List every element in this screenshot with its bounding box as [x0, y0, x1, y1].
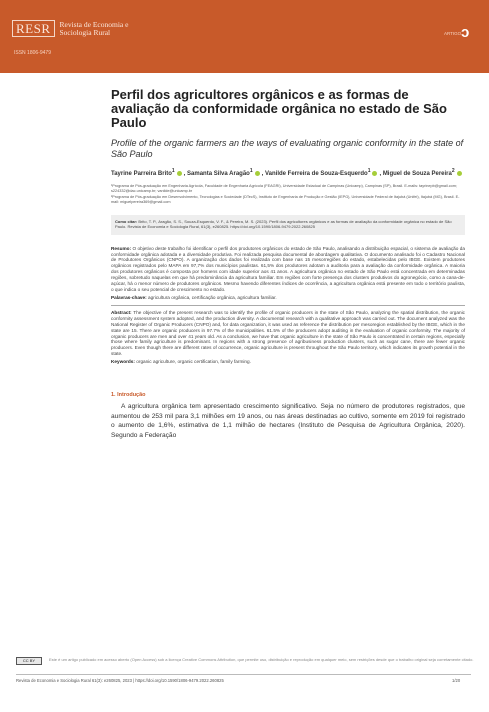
article-front-matter: [111, 84, 465, 440]
footer-divider: [16, 674, 471, 675]
divider: [111, 305, 465, 306]
author-list: Tayrine Parreira Brito$^1$ , Samanta Silva Aragão$^1$ , Vanilde Ferreira de Souza-Esquerdo$^1$ , Miguel de Souza Pereira$^2$: [111, 167, 465, 178]
resumo: [111, 246, 465, 293]
article-title: Perfil dos agricultores orgânicos e as formas de avaliação da conformidade orgânica no estado de São Paulo: [111, 87, 447, 130]
resumo-text: O objetivo deste trabalho foi identificar o perfil dos produtores orgânicos do estado de São Paulo, analisando a distribuição espacial, o sistema de avaliação da conformidade orgânica adotada e a diversidade produtiva. Foi realizada pesquisa documental de abordagem qualitativa. O documento analisado foi o Cadastro Nacional de Produtores Orgânicos (CNPO). A organização dos dados foi realizada com base nas 15 mesorregiões do estado, estabelecidas pelo IBGE. Existem produtores orgânicos registrados pelo MAPA em 97,7% dos municípios paulistas. 61,5% dos produtores adotam a auditoria para a avaliação da conformidade orgânica. A maioria dos produtores orgânicos é composta por homens com idade superior aos 41 anos. A agricultura orgânica no estado de São Paulo está concentrada em determinadas regiões, sobretudo naquelas em que há predominância da agricultura familiar. Em regiões com forte presença dos clusters produtivos do agronegócio, como a cana-de-açúcar, há o menor número de produtores orgânicos. Mesmo havendo diferentes índices de ocorrência, a agricultura orgânica está presente em todo o território paulista, o que indica o seu potencial de crescimento no estado.: [111, 245, 465, 292]
orcid-icon[interactable]: [372, 171, 377, 176]
keywords-text: organic agriculture, organic certification, family farming.: [136, 359, 251, 365]
logo-journal-name: Revista de Economia e Sociologia Rural: [59, 19, 129, 37]
page-number: 1/20: [452, 678, 461, 683]
affiliation-1: ¹Programa de Pós-graduação em Engenharia Agrícola, Faculdade de Engenharia Agrícola (FEAGRI), Universidade Estadual de Campinas (Unicamp), Campinas (SP), Brasil. E-mails: tayrinepb@gmail.com; s224332@dac.unicamp.br; vanilde@unicamp.br: [111, 184, 457, 194]
affiliations: [111, 184, 465, 206]
author-name[interactable]: Tayrine Parreira Brito: [111, 171, 172, 177]
author-name[interactable]: Vanilde Ferreira de Souza-Esquerdo: [264, 171, 368, 177]
keywords-label: Keywords:: [111, 359, 135, 365]
journal-logo[interactable]: [12, 20, 145, 37]
open-access-icon: ɔ: [461, 24, 470, 41]
issn: ISSN 1806-9479: [14, 50, 51, 56]
abstract-label: Abstract:: [111, 309, 132, 315]
orcid-icon[interactable]: [177, 171, 182, 176]
license-text: Este é um artigo publicado em acesso aberto (Open Access) sob a licença Creative Commons Attribution, que permite uso, distribuição e reprodução em qualquer meio, sem restrições desde que o trabalho original seja corretamente citado.: [49, 657, 474, 662]
keywords: [111, 359, 465, 365]
author-name[interactable]: Miguel de Souza Pereira: [382, 171, 452, 177]
logo-acronym: RESR: [12, 20, 55, 37]
article-subtitle: Profile of the organic farmers an the ways of evaluating organic conformity in the state of São Paulo: [111, 138, 464, 159]
cc-license-icon[interactable]: CC BY: [16, 657, 42, 665]
abstract: [111, 310, 465, 357]
orcid-icon[interactable]: [457, 171, 462, 176]
journal-header-bar: [0, 0, 489, 73]
footer-journal-line: Revista de Economia e Sociologia Rural 61(3): e260825, 2023 | https://doi.org/10.1590/1806-9479.2022.260825: [16, 678, 224, 683]
abstract-text: The objective of the present research was to identify the profile of organic producers in the state of São Paulo, analyzing the spatial distribution, the organic conformity assessment system adopted, and the production diversity. A documental research with a qualitative approach was carried out. The document analyzed was the National Register of Organic Producers (CNPO) and, for data organization, it was used as reference the distribution per mesoregion established by the IBGE, which in the state are 15. There are organic producers in 97.7% of the municipalities. 61.5% of the producers adopt auditing in the evaluation of organic conformity. The majority of organic producers are men and over 41 years old. As a conclusion, we have that organic agriculture in the state of São Paulo is concentrated in certain regions, especially those where family agriculture is predominant. In regions with a strong presence of agribusiness production clusters, such as sugar cane, there are fewer organic producers. Even though there are different rates of occurrence, organic agriculture is present throughout the São Paulo territory, which indicates its growth potential in the state.: [111, 309, 466, 357]
citation-text[interactable]: Brito, T. P., Aragão, S. S., Souza-Esquerdo, V. F., & Pereira, M. S. (2023). Perfil dos agricultores orgânicos e as formas de avaliação da conformidade orgânica no estado de São Paulo. Revista de Economia e Sociologia Rural, 61(3), e260825. https://doi.org/10.1590/1806-9479.2022.260825: [115, 218, 452, 230]
orcid-icon[interactable]: [255, 171, 260, 176]
citation-box: [111, 215, 465, 235]
affiliation-2: ²Programa de Pós-graduação em Desenvolvimento, Tecnologias e Sociedade (DTecS), Instituto de Engenharia de Produção e Gestão (IEPG), Universidade Federal de Itajubá (Unifei), Itajubá (MG), Brasil. E-mail: miguelpereira369@gmail.com: [111, 194, 460, 205]
intro-paragraph: A agricultura orgânica tem apresentado crescimento significativo. Seja no número de produtores registrados, que aumentou de 253 mil para 3,1 milhões em 19 anos, ou nas áreas destinadas ao cultivo, somente em 2019 foi registrado o aumento de 1,6%, estimativa de 1,1 milhão de hectares (Instituto de Pesquisa de Agricultura Orgânica, 2020). Segundo a Federação: [111, 403, 465, 439]
palavras-chave-label: Palavras-chave:: [111, 294, 147, 300]
license-notice: [16, 657, 477, 665]
citation-label: Como citar:: [115, 218, 138, 224]
author-name[interactable]: Samanta Silva Aragão: [187, 171, 250, 177]
section-heading: 1. Introdução: [111, 392, 146, 399]
resumo-label: Resumo:: [111, 245, 132, 251]
article-type-label: ARTIGO: [444, 31, 462, 36]
palavras-chave: [111, 295, 465, 301]
palavras-chave-text: agricultura orgânica, certificação orgânica, agricultura familiar.: [148, 294, 277, 300]
